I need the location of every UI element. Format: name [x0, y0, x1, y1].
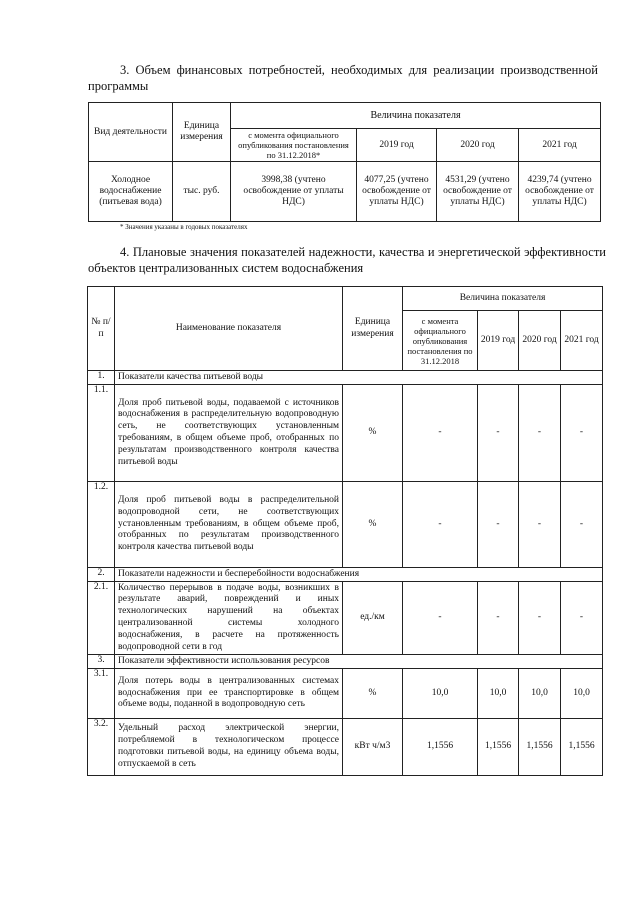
indicator-name: Количество перерывов в подаче воды, возникших в результате аварий, повреждений и иных технологических нарушений на объектах централизованной системы холодного водоснабжения, в расчете на протяженность водопроводной сети в год [115, 582, 343, 655]
col-2020-header: 2020 год [437, 129, 519, 162]
cell-activity: Холодное водоснабжение (питьевая вода) [89, 162, 173, 222]
cell-2020: 4531,29 (учтено освобождение от уплаты НДС) [437, 162, 519, 222]
indicator-unit: кВт ч/м3 [343, 719, 403, 776]
section-title: Показатели эффективности использования ресурсов [115, 655, 603, 669]
value-official: - [403, 582, 478, 655]
table-row [88, 719, 603, 776]
cell-official: 3998,38 (учтено освобождение от уплаты НДС) [231, 162, 357, 222]
table-row [88, 669, 603, 719]
value-2019: 10,0 [478, 669, 519, 719]
col-num-header: № п/п [88, 287, 115, 371]
col-2021-header: 2021 год [519, 129, 601, 162]
value-2021: - [561, 385, 603, 482]
value-official: - [403, 482, 478, 568]
col-official-header: с момента официального опубликования постановления по 31.12.2018 [403, 311, 478, 371]
section-row [88, 371, 603, 385]
value-2020: - [519, 482, 561, 568]
section-row [88, 655, 603, 669]
cell-2021: 4239,74 (учтено освобождение от уплаты НДС) [519, 162, 601, 222]
section-3-title: 3. Объем финансовых потребностей, необходимых для реализации производственной программы [88, 63, 598, 93]
col-2019-header: 2019 год [357, 129, 437, 162]
col-unit-header: Единица измерения [173, 103, 231, 162]
col-unit-header: Единица измерения [343, 287, 403, 371]
value-2019: 1,1556 [478, 719, 519, 776]
section-title: Показатели надежности и бесперебойности водоснабжения [115, 568, 603, 582]
row-number: 3.1. [88, 669, 115, 719]
col-value-group-header: Величина показателя [231, 103, 601, 129]
value-2019: - [478, 482, 519, 568]
row-number: 3. [88, 655, 115, 669]
indicator-name: Доля проб питьевой воды в распределительной водопроводной сети, не соответствующих установленным требованиям, в общем объеме проб, отобранных по результатам производственного контроля качества питьевой воды [115, 482, 343, 568]
table-row [88, 385, 603, 482]
indicator-unit: % [343, 482, 403, 568]
col-2020-header: 2020 год [519, 311, 561, 371]
value-2020: 1,1556 [519, 719, 561, 776]
col-value-group-header: Величина показателя [403, 287, 603, 311]
indicator-unit: ед./км [343, 582, 403, 655]
value-2021: 1,1556 [561, 719, 603, 776]
section-row [88, 568, 603, 582]
indicator-name: Доля проб питьевой воды, подаваемой с источников водоснабжения в распределительную водопроводную сеть, не соответствующих установленным требованиям, в общем объеме проб, отобранных по результатам производственного контроля качества питьевой воды [115, 385, 343, 482]
value-2020: - [519, 582, 561, 655]
indicator-unit: % [343, 669, 403, 719]
value-2021: - [561, 482, 603, 568]
row-number: 1.2. [88, 482, 115, 568]
indicator-name: Доля потерь воды в централизованных системах водоснабжения при ее транспортировке в общем объеме воды, поданной в водопроводную сеть [115, 669, 343, 719]
value-2021: - [561, 582, 603, 655]
table-footnote: * Значения указаны в годовых показателях [120, 223, 248, 231]
value-official: - [403, 385, 478, 482]
col-2021-header: 2021 год [561, 311, 603, 371]
col-name-header: Наименование показателя [115, 287, 343, 371]
col-2019-header: 2019 год [478, 311, 519, 371]
table-row [88, 482, 603, 568]
cell-unit: тыс. руб. [173, 162, 231, 222]
col-official-header: с момента официального опубликования постановления по 31.12.2018* [231, 129, 357, 162]
row-number: 2. [88, 568, 115, 582]
row-number: 3.2. [88, 719, 115, 776]
row-number: 1.1. [88, 385, 115, 482]
indicators-table [87, 286, 603, 776]
section-title: Показатели качества питьевой воды [115, 371, 603, 385]
table-row [88, 582, 603, 655]
value-2019: - [478, 385, 519, 482]
table-row [89, 162, 601, 222]
financial-needs-table [88, 102, 601, 222]
value-2020: 10,0 [519, 669, 561, 719]
cell-2019: 4077,25 (учтено освобождение от уплаты НДС) [357, 162, 437, 222]
value-2019: - [478, 582, 519, 655]
row-number: 1. [88, 371, 115, 385]
value-2020: - [519, 385, 561, 482]
section-4-title: 4. Плановые значения показателей надежности, качества и энергетической эффективности объектов централизованных систем водоснабжения [88, 245, 606, 275]
indicator-unit: % [343, 385, 403, 482]
value-2021: 10,0 [561, 669, 603, 719]
indicator-name: Удельный расход электрической энергии, потребляемой в технологическом процессе подготовки питьевой воды, на единицу объема воды, отпускаемой в сеть [115, 719, 343, 776]
col-activity-header: Вид деятельности [89, 103, 173, 162]
value-official: 1,1556 [403, 719, 478, 776]
value-official: 10,0 [403, 669, 478, 719]
row-number: 2.1. [88, 582, 115, 655]
